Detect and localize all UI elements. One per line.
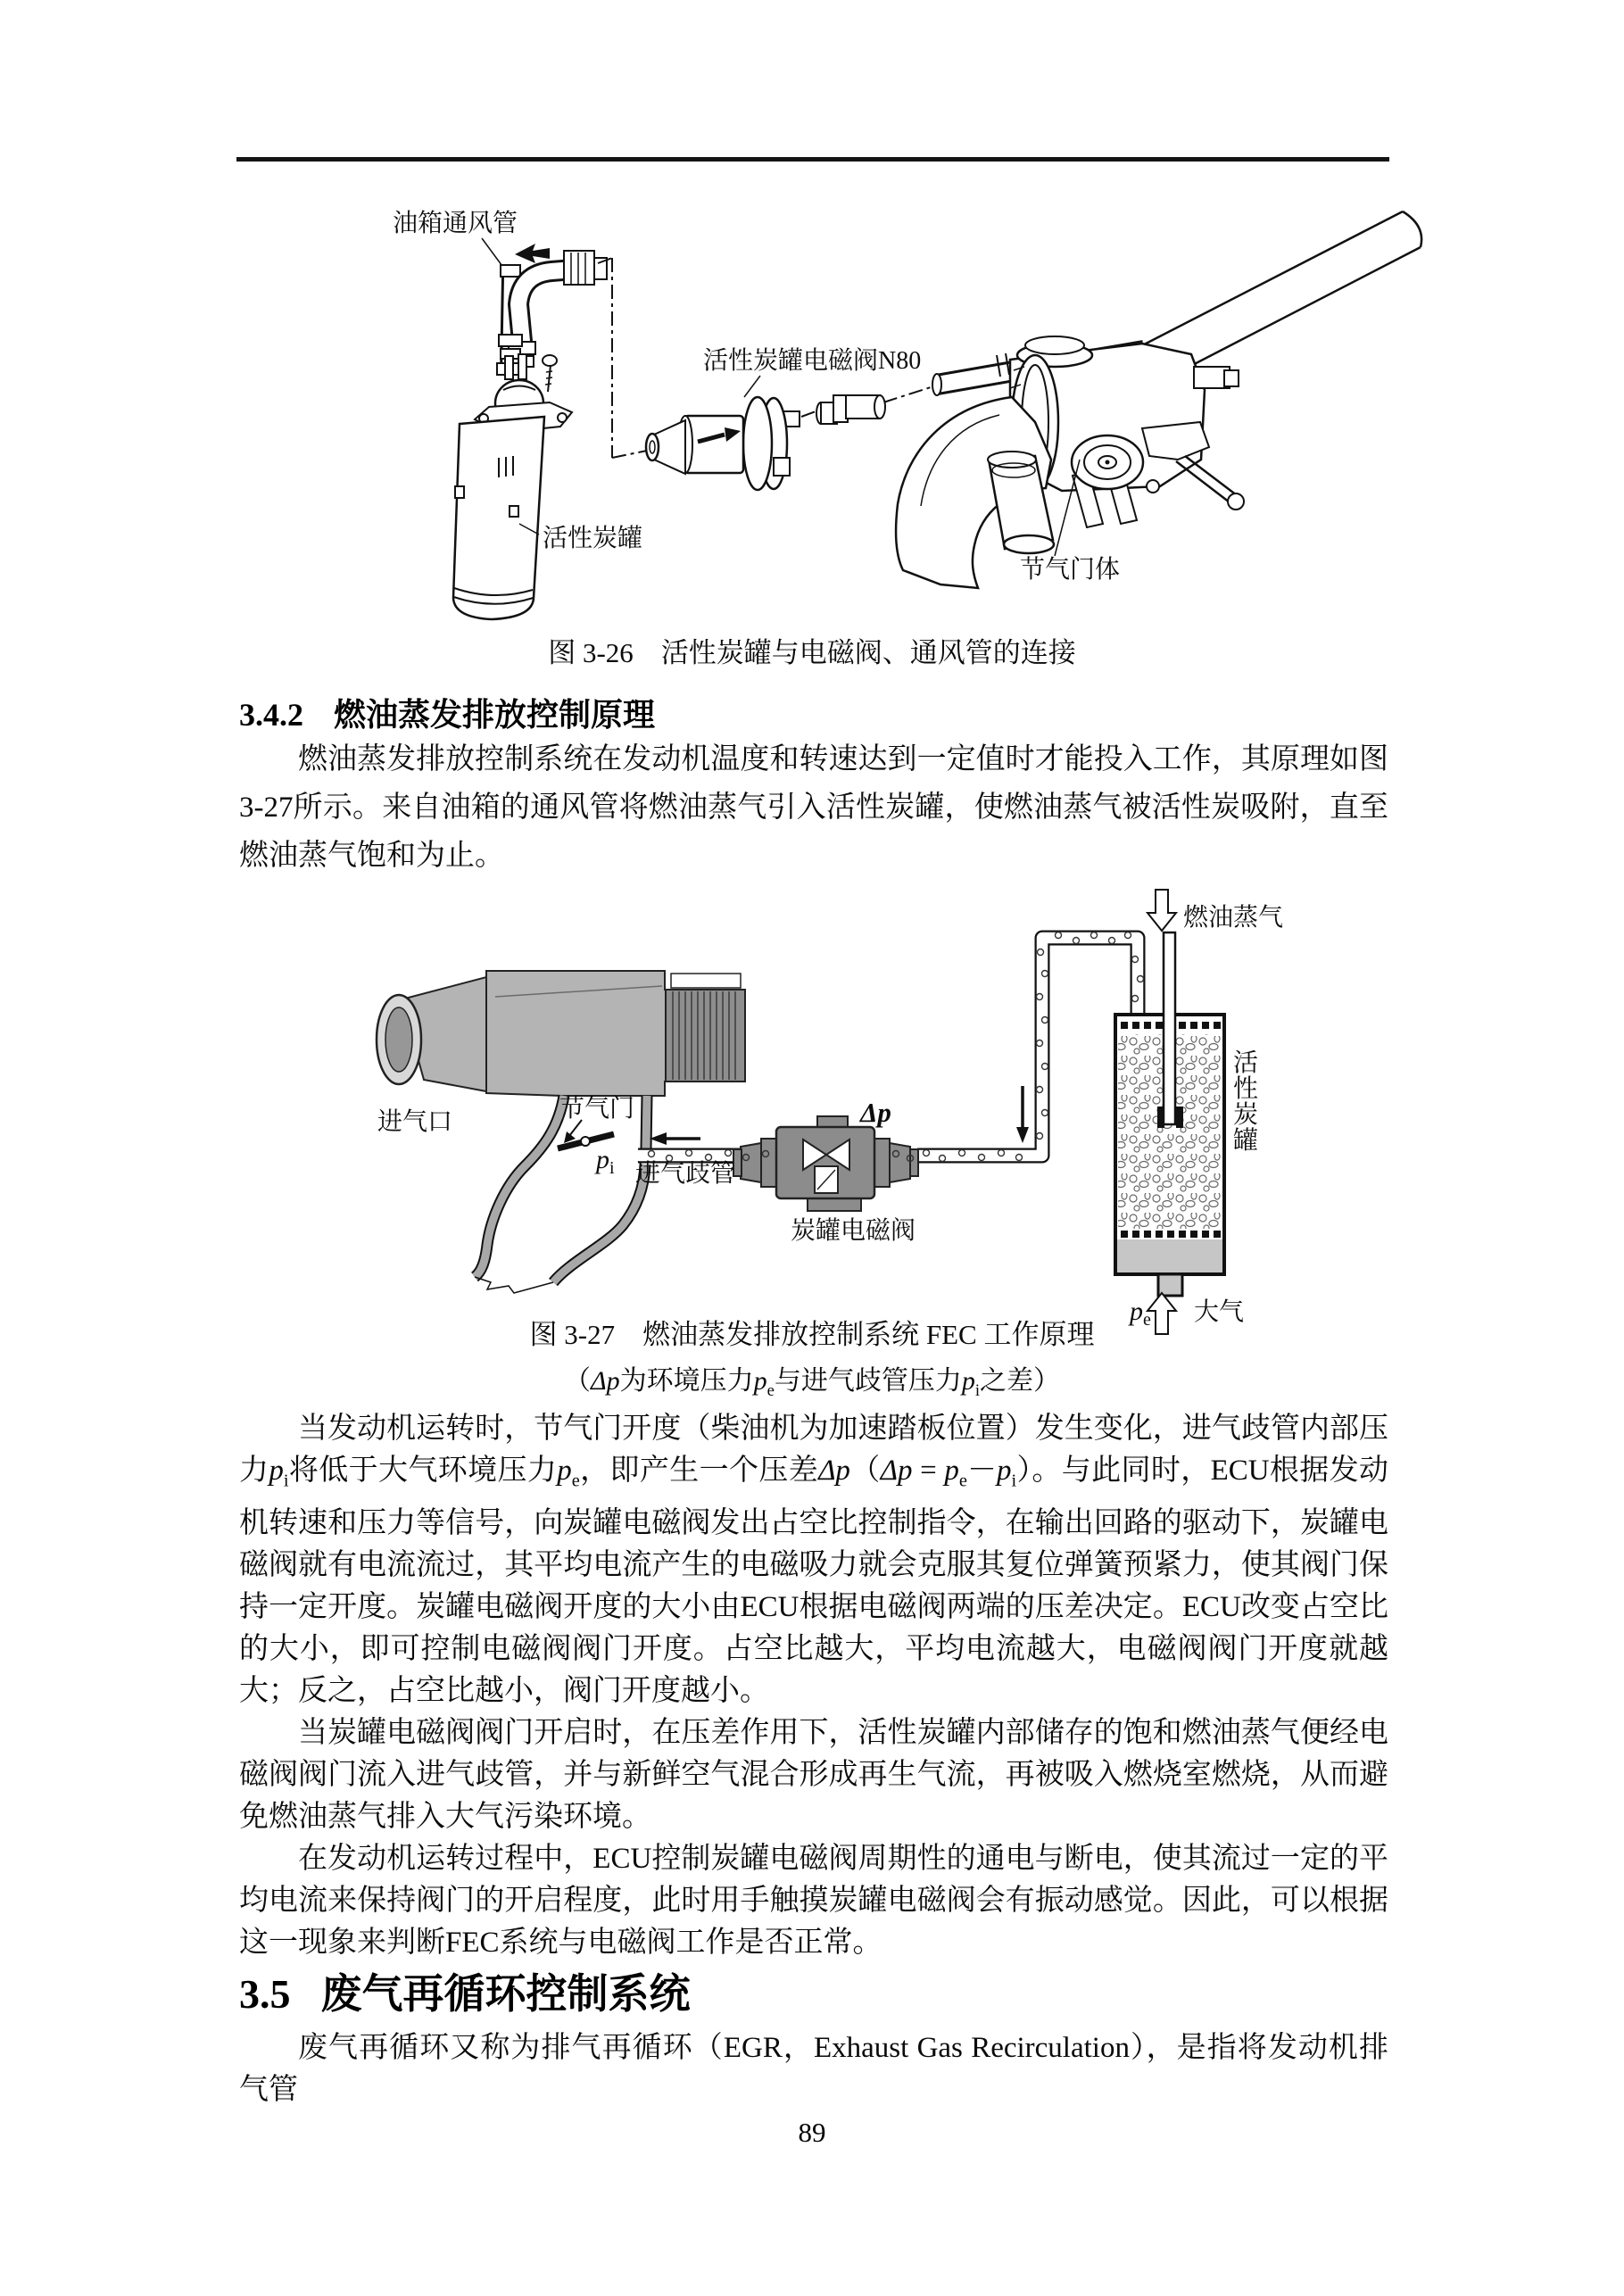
header-rule (236, 157, 1389, 162)
main-paragraphs (239, 1408, 1388, 1964)
figure-3-27-caption: 图 3-27 燃油蒸发排放控制系统 FEC 工作原理 (529, 1319, 1095, 1350)
intake-manifold-label: 进气歧管 (635, 1160, 736, 1188)
paragraph-4: 在发动机运转过程中，ECU控制炭罐电磁阀周期性的通电与断电，使其流过一定的平均电流来保持阀门的开启程度，此时用手触摸炭罐电磁阀会有振动感觉。因此，可以根据这一现象来判断FEC系统与电磁阀工作是否正常。 (239, 1842, 1388, 1959)
paragraph-3: 当炭罐电磁阀阀门开启时，在压差作用下，活性炭罐内部储存的饱和燃油蒸气便经电磁阀阀门流入进气歧管，并与新鲜空气混合形成再生气流，再被吸入燃烧室燃烧，从而避免燃油蒸气排入大气污染环境。 (239, 1716, 1388, 1833)
page-number: 89 (798, 2117, 826, 2148)
paragraph-1 (239, 735, 1388, 880)
canister-vertical-label: 活性炭罐 (1233, 1049, 1259, 1155)
section-number: 3.4.2 (239, 697, 303, 733)
fuel-vapor-label: 燃油蒸气 (1183, 904, 1284, 932)
canister-label: 活性炭罐 (543, 525, 643, 552)
figure-3-27-illustration (339, 879, 1356, 1339)
pi-label: pi (596, 1145, 615, 1178)
delta-p-label: Δp (860, 1097, 891, 1128)
fuel-vapor-down-arrow-icon (1148, 890, 1176, 931)
throttle-body-label: 节气门体 (1020, 556, 1121, 584)
air-inlet-label: 进气口 (377, 1108, 453, 1136)
paragraph-2: 当发动机运转时，节气门开度（柴油机为加速踏板位置）发生变化，进气歧管内部压力$p_i$将低于大气环境压力$p_e$，即产生一个压差$\Delta p(\Delta p = p_e-p_i)$。与此同时，ECU根据发动机转速和压力等信号，向炭罐电磁阀发出占空比控制指令，在输出回路的驱动下，炭罐电磁阀就有电流流过，其平均电流产生的电磁吸力就会克服其复位弹簧预紧力，使其阀门保持一定开度。炭罐电磁阀开度的大小由ECU根据电磁阀两端的压差决定。ECU改变占空比的大小，即可控制电磁阀阀门开度。占空比越大，平均电流越大，电磁阀阀门开度就越大；反之，占空比越小，阀门开度越小。 (239, 1413, 1389, 1707)
solenoid-valve-drawing (646, 376, 800, 490)
canister-drawing (453, 354, 572, 619)
intake-horn-drawing (377, 971, 745, 1096)
section-title: 燃油蒸发排放控制原理 (334, 696, 656, 733)
section-3-5-heading (239, 1961, 691, 2020)
figure-3-27-subcaption: （Δp为环境压力$p_e$与进气歧管压力$p_i$之差） (563, 1366, 1061, 1400)
intake-duct-drawing (475, 1096, 647, 1293)
paragraph-5: 废气再循环又称为排气再循环（EGR，Exhaust Gas Recirculation），是指将发动机排气管 (239, 2032, 1388, 2106)
section-title: 废气再循环控制系统 (320, 1970, 691, 2017)
atmosphere-label: 大气 (1194, 1298, 1245, 1326)
pe-label: pe (1130, 1297, 1151, 1330)
throttle-body-drawing (896, 211, 1421, 588)
throttle-label: 节气门 (559, 1095, 635, 1123)
paragraph-1-text: 燃油蒸发排放控制系统在发动机温度和转速达到一定值时才能投入工作，其原理如图3-27所示。来自油箱的通风管将燃油蒸气引入活性炭罐，使燃油蒸气被活性炭吸附，直至燃油蒸气饱和为止。 (239, 743, 1388, 872)
canister-solenoid-label: 炭罐电磁阀 (791, 1217, 916, 1245)
section-3-4-2-heading (239, 690, 655, 735)
hose-connector-drawing (816, 395, 885, 424)
canister-solenoid-drawing (733, 1116, 918, 1211)
vent-hoses-drawing (482, 238, 607, 375)
direction-arrow-icon (515, 244, 550, 263)
figure-3-26-illustration (375, 192, 1446, 625)
vent-pipe-label: 油箱通风管 (393, 210, 518, 237)
paragraph-5-block (239, 2027, 1388, 2111)
section-number: 3.5 (239, 1971, 291, 2017)
solenoid-n80-label: 活性炭罐电磁阀N80 (703, 347, 922, 375)
figure-3-26-caption: 图 3-26 活性炭罐与电磁阀、通风管的连接 (548, 637, 1076, 668)
